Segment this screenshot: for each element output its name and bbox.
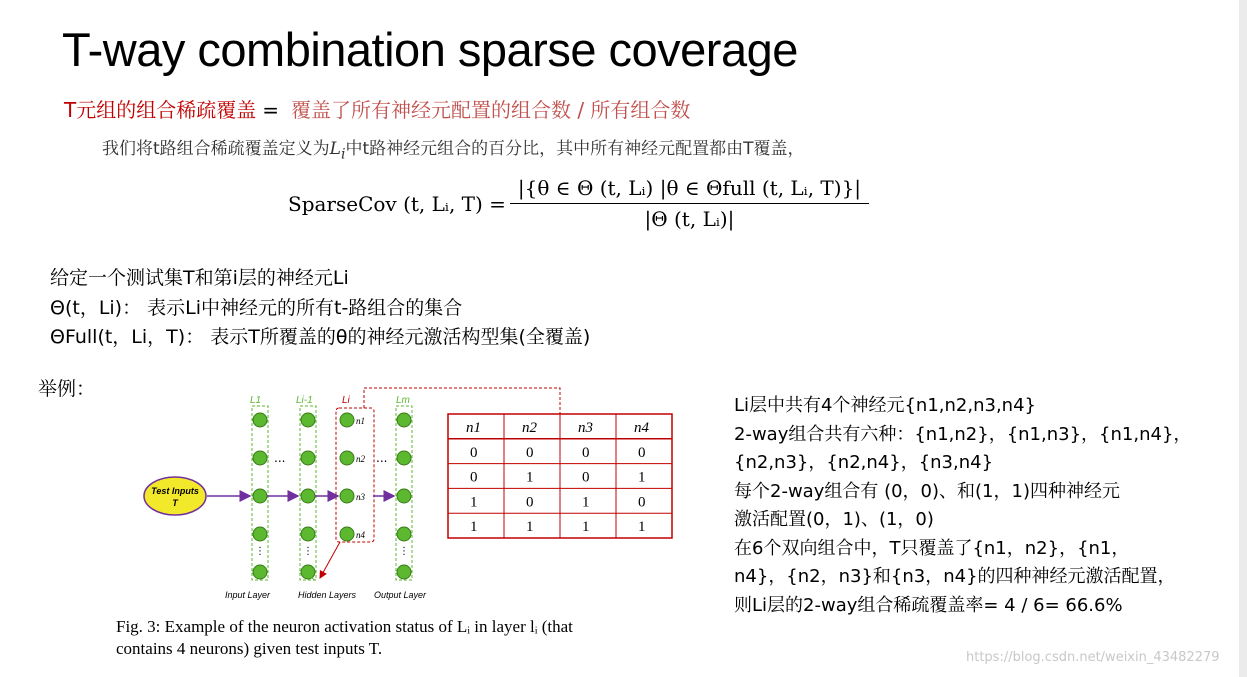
- arrow-hidden-1: [320, 542, 340, 578]
- table-cell: 1: [470, 494, 478, 511]
- test-inputs-label: Test Inputs: [151, 486, 199, 496]
- table-cell: 0: [526, 444, 534, 461]
- vertical-dots: ⋮: [303, 546, 313, 557]
- table-cell: 1: [582, 494, 590, 511]
- formula-fraction: [514, 176, 865, 231]
- explanation-line: 2-way组合共有六种：{n1,n2}，{n1,n3}，{n1,n4}，: [734, 423, 1192, 445]
- neuron-label: n2: [356, 454, 365, 464]
- definition-equals: =: [262, 98, 279, 122]
- test-inputs-node: [144, 477, 206, 515]
- neuron: [340, 527, 354, 541]
- neuron: [340, 489, 354, 503]
- given-line-1: 给定一个测试集T和第i层的神经元Li: [50, 267, 349, 289]
- table-cell: 1: [638, 469, 646, 486]
- activation-table: [448, 414, 672, 538]
- table-cell: 1: [470, 519, 478, 536]
- table-cell: 1: [526, 469, 534, 486]
- formula-lhs: SparseCov (t, Lᵢ, T) =: [288, 191, 506, 216]
- caption-line-2: contains 4 neurons) given test inputs T.: [116, 639, 383, 658]
- table-cell: 1: [638, 519, 646, 536]
- neuron: [301, 565, 315, 579]
- neuron: [253, 489, 267, 503]
- neuron: [301, 489, 315, 503]
- table-cell: 0: [470, 469, 478, 486]
- neuron-label: n1: [356, 416, 365, 426]
- figure-caption: [116, 616, 716, 660]
- dots-left: ...: [274, 451, 286, 465]
- neuron: [340, 451, 354, 465]
- layer-header-li-1: Li-1: [296, 395, 313, 406]
- table-cell: 1: [582, 519, 590, 536]
- table-cell: 0: [582, 469, 590, 486]
- neuron-label: n3: [356, 492, 365, 502]
- neuron: [340, 413, 354, 427]
- explanation-line: n4}，{n2，n3}和{n3，n4}的四种神经元激活配置，: [734, 566, 1176, 587]
- table-header: n4: [634, 420, 649, 436]
- description-part1: 我们将t路组合稀疏覆盖定义为: [102, 139, 330, 159]
- definition-line: [64, 94, 690, 123]
- explanation-line: {n2,n3}，{n2,n4}，{n3,n4}: [734, 452, 994, 473]
- slide-edge: [1239, 0, 1247, 677]
- test-inputs-sub: T: [172, 498, 178, 508]
- neuron: [253, 565, 267, 579]
- formula-denominator: |Θ (t, Lᵢ)|: [510, 203, 869, 231]
- given-line-3: ΘFull(t，Li，T)： 表示T所覆盖的θ的神经元激活构型集(全覆盖): [50, 326, 591, 348]
- table-cell: 0: [526, 494, 534, 511]
- description: [102, 134, 805, 162]
- layer-header-l1: L1: [250, 395, 262, 406]
- watermark: https://blog.csdn.net/weixin_43482279: [966, 650, 1220, 665]
- table-cell: 0: [582, 444, 590, 461]
- table-cell: 0: [470, 444, 478, 461]
- connector-line: [364, 388, 560, 414]
- neuron: [301, 413, 315, 427]
- table-cell: 0: [638, 494, 646, 511]
- neuron-label: n4: [356, 530, 365, 540]
- neuron: [397, 413, 411, 427]
- formula-numerator: |{θ ∈ Θ (t, Lᵢ) |θ ∈ Θfull (t, Lᵢ, T)}|: [517, 176, 862, 200]
- table-header: n2: [522, 420, 537, 436]
- layer-header-li: Li: [342, 395, 350, 406]
- layer-header-lm: Lm: [396, 395, 410, 406]
- caption-line-1: Fig. 3: Example of the neuron activation status of Lᵢ in layer lᵢ (that: [116, 617, 573, 636]
- neural-network-figure: [140, 384, 700, 614]
- layer-label-hidden: Hidden Layers: [298, 590, 357, 600]
- vertical-dots: ⋮: [399, 546, 409, 557]
- neuron: [301, 527, 315, 541]
- definition-left: T元组的组合稀疏覆盖: [64, 98, 257, 122]
- dots-right: ...: [376, 451, 388, 465]
- explanation-line: 则Li层的2-way组合稀疏覆盖率= 4 / 6= 66.6%: [734, 594, 1123, 616]
- vertical-dots: ⋮: [255, 546, 265, 557]
- page-title: T-way combination sparse coverage: [62, 23, 798, 76]
- neuron: [253, 527, 267, 541]
- table-header: n1: [466, 420, 481, 436]
- explanation-line: Li层中共有4个神经元{n1,n2,n3,n4}: [734, 395, 1036, 416]
- neuron: [253, 413, 267, 427]
- definition-right: 覆盖了所有神经元配置的组合数 / 所有组合数: [290, 98, 691, 122]
- given-line-2: Θ(t，Li)： 表示Li中神经元的所有t-路组合的集合: [50, 297, 463, 319]
- explanation-line: 每个2-way组合有 (0，0)、和(1，1)四种神经元: [734, 480, 1120, 502]
- layer-box-li: [336, 408, 374, 542]
- neuron: [397, 489, 411, 503]
- table-header: n3: [578, 420, 593, 436]
- neuron: [253, 451, 267, 465]
- explanation-line: 激活配置(0，1)、(1，0): [734, 509, 934, 530]
- neuron: [301, 451, 315, 465]
- explanation-line: 在6个双向组合中，T只覆盖了{n1，n2}，{n1，: [734, 537, 1130, 559]
- description-var: L: [329, 139, 341, 159]
- example-label: 举例：: [38, 378, 96, 400]
- neuron: [397, 451, 411, 465]
- neuron: [397, 565, 411, 579]
- formula: [288, 176, 865, 231]
- table-cell: 0: [638, 444, 646, 461]
- layer-label-input: Input Layer: [225, 590, 271, 600]
- table-cell: 1: [526, 519, 534, 536]
- description-sub: i: [340, 146, 346, 163]
- description-part2: 中t路神经元组合的百分比，其中所有神经元配置都由T覆盖，: [345, 139, 805, 159]
- layer-label-output: Output Layer: [374, 590, 427, 600]
- neuron: [397, 527, 411, 541]
- example-explanation: [734, 392, 1191, 620]
